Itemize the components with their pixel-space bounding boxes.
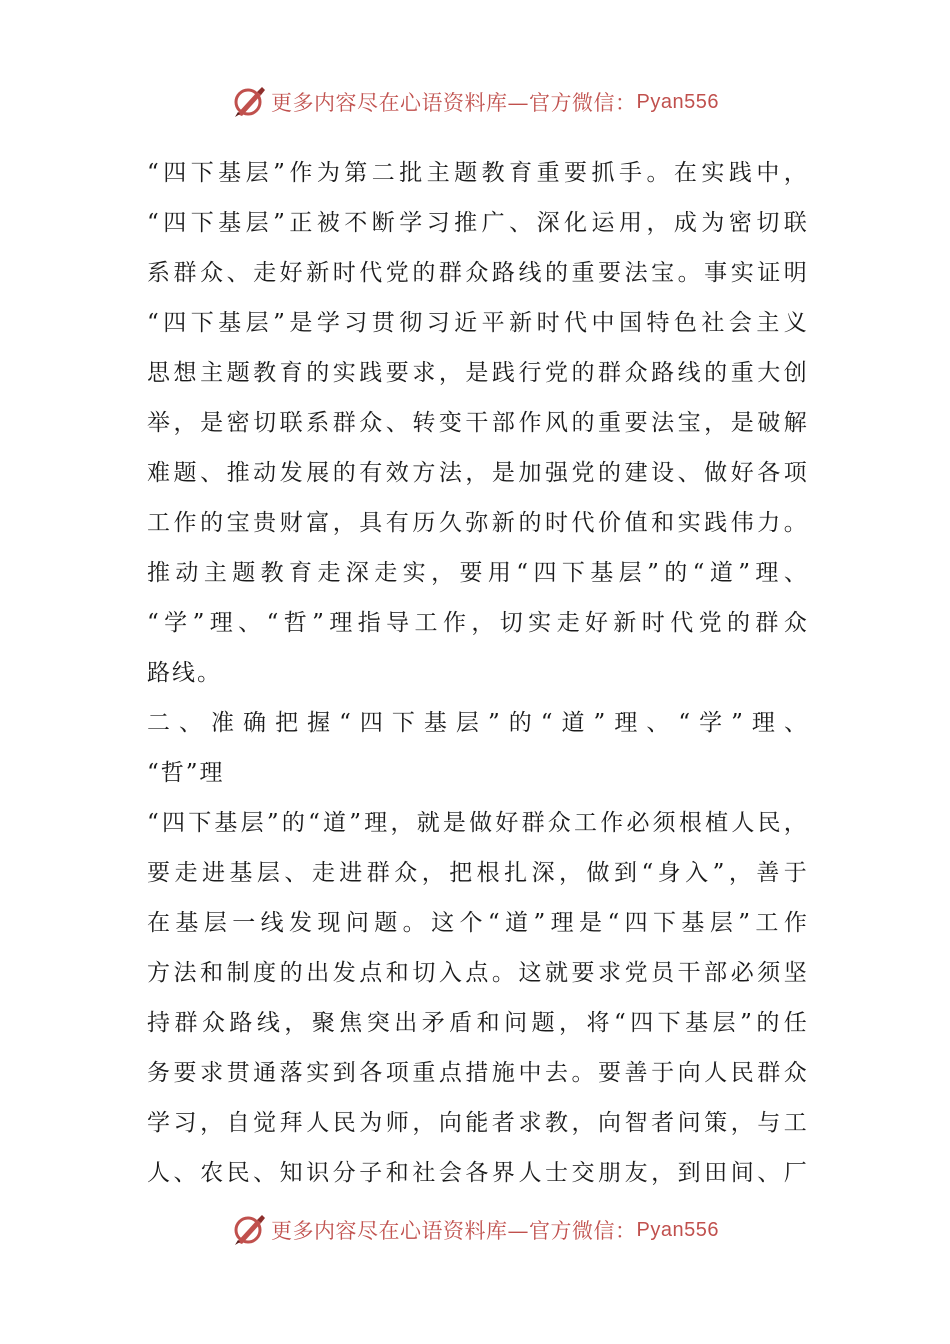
watermark-header: [0, 80, 950, 124]
text-line: 思 想 主 题 教 育 的 实 践 要 求 ， 是 践 行 党 的 群 众 路 线 的 重 大 创: [147, 360, 807, 386]
text-line: “哲”理: [147, 760, 225, 786]
text-line: “ 四 下 基 层 ” 的 “ 道 ” 理 ， 就 是 做 好 群 众 工 作 必 须 根 植 人 民 ，: [147, 810, 807, 836]
text-line: “ 学 ” 理 、 “ 哲 ” 理 指 导 工 作 ， 切 实 走 好 新 时 代 党 的 群 众: [147, 610, 807, 636]
document-body: [147, 148, 807, 1198]
pen-logo-icon: [231, 1212, 267, 1248]
text-line: “ 四 下 基 层 ” 是 学 习 贯 彻 习 近 平 新 时 代 中 国 特 色 社 会 主 义: [147, 310, 807, 336]
watermark-footer: [0, 1208, 950, 1252]
text-line: 人 、 农 民 、 知 识 分 子 和 社 会 各 界 人 士 交 朋 友 ， 到 田 间 、 厂: [147, 1160, 807, 1186]
watermark-text: 更多内容尽在心语资料库—官方微信：: [271, 1219, 637, 1243]
watermark-wechat-id: Pyan556: [636, 1218, 719, 1241]
text-line: 要 走 进 基 层 、 走 进 群 众 ， 把 根 扎 深 ， 做 到 “ 身 入 ” ， 善 于: [147, 860, 807, 886]
text-line: 工 作 的 宝 贵 财 富 ， 具 有 历 久 弥 新 的 时 代 价 值 和 实 践 伟 力 。: [147, 510, 807, 536]
text-line: “ 四 下 基 层 ” 正 被 不 断 学 习 推 广 、 深 化 运 用 ， 成 为 密 切 联: [147, 210, 807, 236]
text-line: 难 题 、 推 动 发 展 的 有 效 方 法 ， 是 加 强 党 的 建 设 、 做 好 各 项: [147, 460, 807, 486]
text-line: 二 、 准 确 把 握 “ 四 下 基 层 ” 的 “ 道 ” 理 、 “ 学 ” 理 、: [147, 710, 807, 736]
text-line: 务 要 求 贯 通 落 实 到 各 项 重 点 措 施 中 去 。 要 善 于 向 人 民 群 众: [147, 1060, 807, 1086]
text-line: 方 法 和 制 度 的 出 发 点 和 切 入 点 。 这 就 要 求 党 员 干 部 必 须 坚: [147, 960, 807, 986]
text-line: 在 基 层 一 线 发 现 问 题 。 这 个 “ 道 ” 理 是 “ 四 下 基 层 ” 工 作: [147, 910, 807, 936]
text-line: 学 习 ， 自 觉 拜 人 民 为 师 ， 向 能 者 求 教 ， 向 智 者 问 策 ， 与 工: [147, 1110, 807, 1136]
text-line: 系 群 众 、 走 好 新 时 代 党 的 群 众 路 线 的 重 要 法 宝 。 事 实 证 明: [147, 260, 807, 286]
text-line: “ 四 下 基 层 ” 作 为 第 二 批 主 题 教 育 重 要 抓 手 。 在 实 践 中 ，: [147, 160, 807, 186]
text-line: 路线。: [147, 660, 222, 686]
pen-logo-icon: [231, 84, 267, 120]
watermark-wechat-id: Pyan556: [636, 90, 719, 113]
text-line: 持 群 众 路 线 ， 聚 焦 突 出 矛 盾 和 问 题 ， 将 “ 四 下 基 层 ” 的 任: [147, 1010, 807, 1036]
text-line: 推 动 主 题 教 育 走 深 走 实 ， 要 用 “ 四 下 基 层 ” 的 “ 道 ” 理 、: [147, 560, 807, 586]
text-line: 举 ， 是 密 切 联 系 群 众 、 转 变 干 部 作 风 的 重 要 法 宝 ， 是 破 解: [147, 410, 807, 436]
watermark-text: 更多内容尽在心语资料库—官方微信：: [271, 91, 637, 115]
